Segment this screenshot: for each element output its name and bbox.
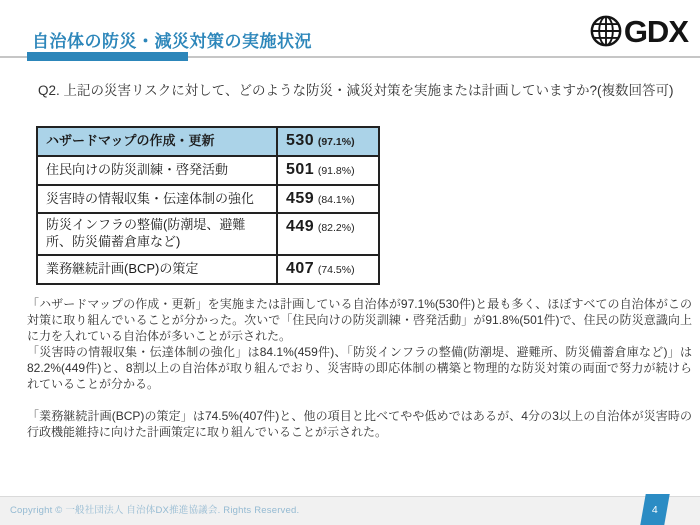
row-percent: (82.2%) (317, 222, 355, 235)
globe-icon (589, 14, 623, 48)
table-row (37, 156, 379, 185)
row-count: 449 (286, 218, 315, 236)
survey-results-table (36, 126, 380, 285)
analysis-text (27, 296, 692, 440)
row-value (277, 156, 379, 185)
row-count: 407 (286, 260, 315, 278)
row-value (277, 127, 379, 156)
survey-question: Q2. 上記の災害リスクに対して、どのような防災・減災対策を実施または計画していますか?(複数回答可) (38, 83, 674, 98)
table-row (37, 127, 379, 156)
analysis-paragraph: 「災害時の情報収集・伝達体制の強化」は84.1%(459件)、「防災インフラの整備(防潮堤、避難所、防災備蓄倉庫など)」は82.2%(449件)と、8割以上の自治体が取り組んでおり、災害時の即応体制の構築と物理的な防災対策の両面で努力が続けられていることが分かる。 (27, 345, 692, 391)
row-value (277, 255, 379, 284)
page-title: 自治体の防災・減災対策の実施状況 (32, 32, 312, 51)
gdx-logo (589, 14, 688, 48)
analysis-paragraph: 「ハザードマップの作成・更新」を実施または計画している自治体が97.1%(530件)と最も多く、ほぼすべての自治体がこの対策に取り組んでいることが分かった。次いで「住民向けの防災訓練・啓発活動」が91.8%(501件)で、住民の防災意識向上に力を入れている自治体が多いことが示された。 (27, 297, 692, 343)
row-label: ハザードマップの作成・更新 (37, 127, 277, 156)
row-label: 業務継続計画(BCP)の策定 (37, 255, 277, 284)
logo-text: GDX (623, 13, 688, 49)
row-percent: (84.1%) (317, 193, 355, 206)
row-label: 災害時の情報収集・伝達体制の強化 (37, 185, 277, 214)
row-percent: (91.8%) (317, 164, 355, 177)
row-value (277, 185, 379, 214)
analysis-paragraph: 「業務継続計画(BCP)の策定」は74.5%(407件)と、他の項目と比べてやや低めではあるが、4分の3以上の自治体が災害時の行政機能維持に向けた計画策定に取り組んでいることが示された。 (27, 409, 692, 439)
row-percent: (97.1%) (317, 136, 355, 148)
row-label: 防災インフラの整備(防潮堤、避難所、防災備蓄倉庫など) (37, 213, 277, 255)
row-count: 530 (286, 132, 315, 149)
row-value (277, 213, 379, 255)
page-number: 4 (652, 503, 658, 516)
title-accent-bar (27, 52, 188, 61)
table-row (37, 185, 379, 214)
copyright-text: Copyright © 一般社団法人 自治体DX推進協議会. Rights Reserved. (10, 505, 300, 516)
row-percent: (74.5%) (317, 264, 355, 277)
row-count: 501 (286, 160, 315, 178)
row-label: 住民向けの防災訓練・啓発活動 (37, 156, 277, 185)
table-row (37, 255, 379, 284)
row-count: 459 (286, 189, 315, 207)
table-row (37, 213, 379, 255)
